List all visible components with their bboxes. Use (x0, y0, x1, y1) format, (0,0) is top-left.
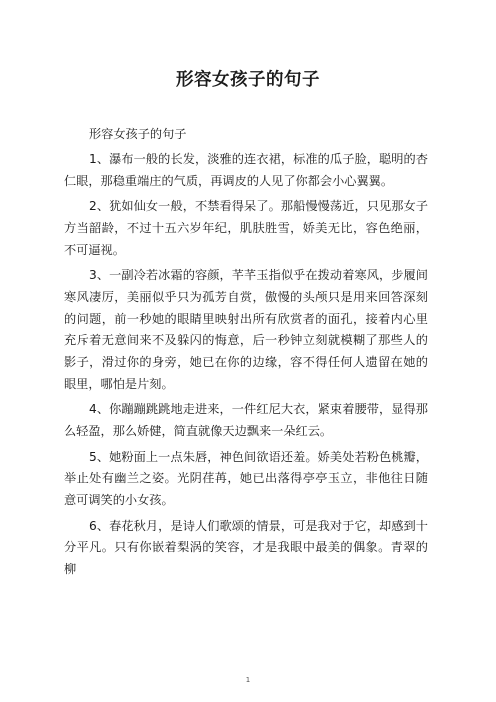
paragraph-5: 5、她粉面上一点朱唇，神色间欲语还羞。娇美处若粉色桃瓣，举止处有幽兰之姿。光阴荏苒，她已出落得亭亭玉立，非他往日随意可调笑的小女孩。 (64, 449, 428, 508)
document-body (64, 124, 428, 585)
page-number: 1 (245, 676, 251, 684)
paragraph-2: 2、犹如仙女一般，不禁看得呆了。那船慢慢荡近，只见那女子方当韶龄，不过十五六岁年纪，肌肤胜雪，娇美无比，容色绝丽，不可逼视。 (64, 198, 428, 257)
paragraph-1: 1、瀑布一般的长发，淡雅的连衣裙，标准的瓜子脸，聪明的杏仁眼，那稳重端庄的气质，再调皮的人见了你都会小心翼翼。 (64, 151, 428, 188)
paragraph-3: 3、一副冷若冰霜的容颜，芊芊玉指似乎在拨动着寒风，步履间寒风凄厉，美丽似乎只为孤芳自赏，傲慢的头颅只是用来回答深刻的问题，前一秒她的眼睛里映射出所有欣赏者的面孔，接着内心里充斥着无意间来不及躲闪的悔意，后一秒钟立刻就模糊了那些人的影子，滑过你的身旁，她已在你的边缘，容不得任何人遗留在她的眼里，哪怕是片刻。 (64, 267, 428, 391)
subtitle: 形容女孩子的句子 (89, 127, 187, 141)
page-title: 形容女孩子的句子 (176, 70, 320, 90)
paragraph-6: 6、春花秋月，是诗人们歌颂的情景，可是我对于它，却感到十分平凡。只有你嵌着梨涡的笑容，才是我眼中最美的偶象。青翠的柳 (64, 518, 428, 577)
paragraph-4: 4、你蹦蹦跳跳地走进来，一件红尼大衣，紧束着腰带，显得那么轻盈，那么娇健，简直就像天边飘来一朵红云。 (64, 402, 428, 439)
